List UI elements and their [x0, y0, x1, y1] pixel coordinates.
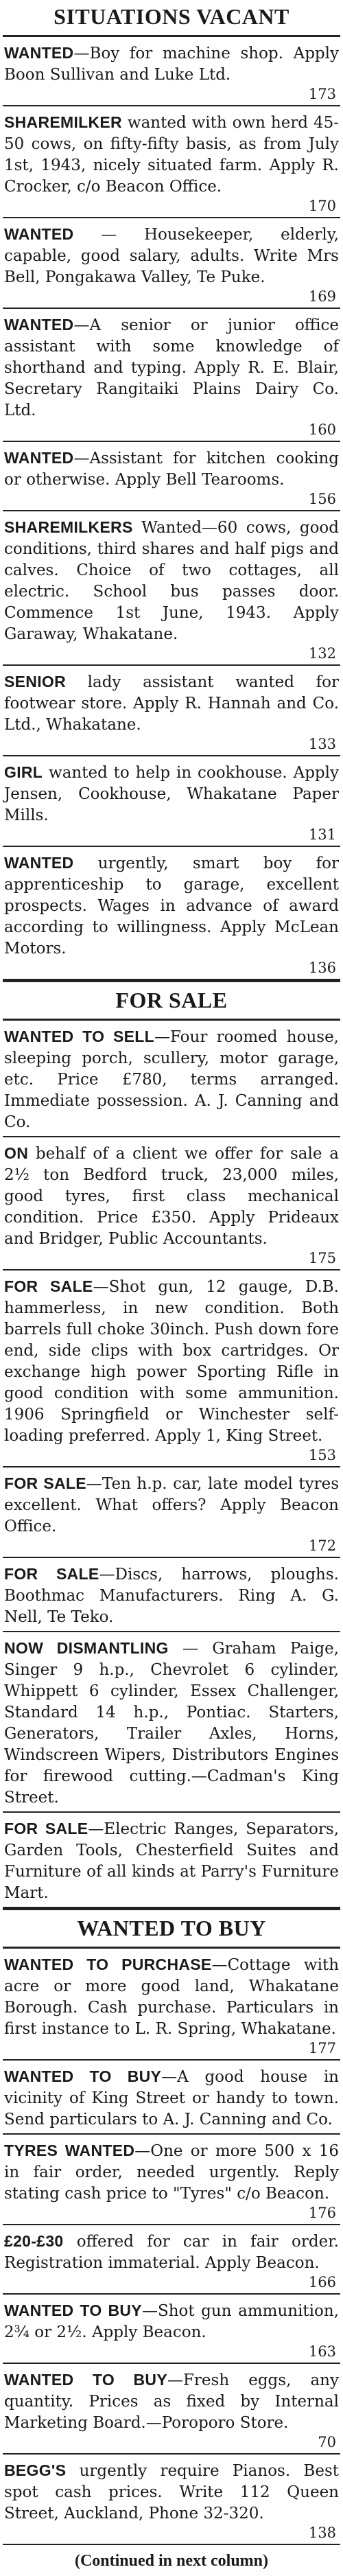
ad-lead-word: WANTED TO SELL [4, 1028, 154, 1045]
classified-ad [3, 106, 340, 218]
ad-lead-word: ON [4, 1144, 29, 1162]
classified-ad [3, 2135, 340, 2225]
ad-body-text: Wanted—60 cows, good conditions, third shares and half pigs and calves. Choice of two cottages, all electric. School bus passes door. Commence 1st June, 1943. Apply Garaway, Whakatane. [4, 519, 339, 643]
classified-ad [3, 37, 340, 106]
ad-lead-word: TYRES WANTED [4, 2142, 135, 2159]
ad-lead-word: NOW DISMANTLING [4, 1639, 169, 1657]
ad-body-text: —A senior or junior office assistant with some knowledge of shorthand and typing. Apply R. E. Blair, Secretary Rangitaiki Plains Dairy Co. Ltd. [4, 316, 339, 419]
ad-reference-number: 173 [308, 86, 336, 102]
classified-ad [3, 1632, 340, 1813]
ad-body-text: —Shot gun, 12 gauge, D.B. hammerless, in new condition. Both barrels full choke 30inch. Push down fore end, side clips with box cartridges. Or exchange high power Sporting Rifle in good condition with some ammunition. 1906 Springfield or Winchester self-loading preferred. Apply 1, King Street. [4, 1278, 339, 1445]
classified-ad [3, 1813, 340, 1908]
ad-lead-word: WANTED TO BUY [4, 2301, 142, 2319]
ad-lead-word: WANTED TO PURCHASE [4, 1956, 212, 1973]
for-sale-ads [3, 1021, 340, 1908]
ad-reference-number: 156 [308, 491, 336, 507]
ad-lead-word: WANTED TO BUY [4, 2371, 167, 2389]
classified-ad [3, 2364, 340, 2455]
ad-reference-number: 133 [308, 736, 336, 752]
ad-reference-number: 175 [308, 1250, 336, 1266]
section-heading-for-sale: FOR SALE [3, 980, 340, 1021]
classified-ad [3, 2061, 340, 2135]
classified-ad [3, 2225, 340, 2295]
ad-body-text: —Assistant for kitchen cooking or otherwise. Apply Bell Tearooms. [4, 450, 339, 489]
ad-lead-word: WANTED [4, 854, 74, 872]
classified-ad [3, 1137, 340, 1270]
ad-reference-number: 169 [308, 288, 336, 305]
classified-ad [3, 2455, 340, 2545]
classified-ad [3, 847, 340, 980]
ad-body-text: —Discs, harrows, ploughs. Boothmac Manufacturers. Ring A. G. Nell, Te Teko. [4, 1566, 339, 1626]
ad-reference-number: 170 [308, 198, 336, 214]
classified-ad [3, 1558, 340, 1632]
ad-lead-word: WANTED [4, 225, 74, 243]
section-heading-situations-vacant: SITUATIONS VACANT [3, 0, 340, 37]
ad-lead-word: BEGG'S [4, 2461, 67, 2479]
ad-reference-number: 176 [308, 2205, 336, 2221]
ad-reference-number: 136 [308, 960, 336, 976]
classified-ad [3, 1270, 340, 1467]
section-heading-wanted-to-buy: WANTED TO BUY [3, 1908, 340, 1949]
ad-lead-word: FOR SALE [4, 1277, 93, 1295]
ad-body-text: —Fresh eggs, any quantity. Prices as fixed by Internal Marketing Board.—Poroporo Store. [4, 2371, 339, 2432]
ad-body-text: wanted to help in cookhouse. Apply Jensen, Cookhouse, Whakatane Paper Mills. [4, 764, 339, 824]
ad-body-text: lady assistant wanted for footwear store. Apply R. Hannah and Co. Ltd., Whakatane. [4, 673, 339, 734]
classified-ad [3, 442, 340, 511]
ad-reference-number: 131 [308, 826, 336, 843]
ad-body-text: behalf of a client we offer for sale a 2½ ton Bedford truck, 23,000 miles, good tyres, first class mechanical condition. Price £350. Apply Prideaux and Bridger, Public Accountants. [4, 1145, 339, 1248]
classified-ad [3, 1467, 340, 1558]
ad-reference-number: 166 [308, 2274, 336, 2290]
ad-lead-word: SHAREMILKER [4, 113, 122, 131]
ad-body-text: —A good house in vicinity of King Street or handy to town. Send particulars to A. J. Canning and Co. [4, 2068, 339, 2128]
ad-reference-number: 163 [308, 2343, 336, 2360]
ad-lead-word: FOR SALE [4, 1474, 86, 1492]
ad-body-text: urgently require Pianos. Best spot cash prices. Write 112 Queen Street, Auckland, Phone 32-320. [4, 2462, 339, 2522]
ad-reference-number: 160 [308, 421, 336, 438]
ad-lead-word: SENIOR [4, 673, 66, 691]
classified-ad [3, 756, 340, 847]
ad-body-text: —Four roomed house, sleeping porch, scullery, motor garage, etc. Price £780, terms arranged. Immediate possession. A. J. Canning and Co. [4, 1028, 339, 1131]
ad-body-text: —Shot gun ammunition, 2¾ or 2½. Apply Beacon. [4, 2302, 339, 2341]
ad-lead-word: WANTED [4, 44, 74, 62]
ad-body-text: —One or more 500 x 16 in fair order, needed urgently. Reply stating cash price to "Tyres" c/o Beacon. [4, 2142, 339, 2203]
ad-reference-number: 172 [308, 1538, 336, 1554]
classified-ad [3, 309, 340, 442]
ad-lead-word: FOR SALE [4, 1565, 99, 1583]
ad-body-text: wanted with own herd 45-50 cows, on fifty-fifty basis, as from July 1st, 1943, nicely situated farm. Apply R. Crocker, c/o Beacon Office. [4, 114, 339, 196]
ad-reference-number: 177 [308, 2040, 336, 2056]
ad-body-text: — Graham Paige, Singer 9 h.p., Chevrolet 6 cylinder, Whippett 6 cylinder, Essex Challenger, Standard 14 h.p., Pontiac. Starters, Generators, Trailer Axles, Horns, Windscreen Wipers, Distributors Engines for firewood cutting.—Cadman's King Street. [4, 1640, 339, 1807]
ad-lead-word: GIRL [4, 763, 43, 781]
ad-lead-word: SHAREMILKERS [4, 518, 133, 536]
ad-body-text: —Cottage with acre or more good land, Whakatane Borough. Cash purchase. Particulars in first instance to L. R. Spring, Whakatane. [4, 1956, 340, 2038]
wanted-to-buy-ads [3, 1949, 340, 2545]
ad-body-text: —Electric Ranges, Separators, Garden Tools, Chesterfield Suites and Furniture of all kinds at Parry's Furniture Mart. [4, 1820, 340, 1902]
ad-body-text: —Ten h.p. car, late model tyres excellent. What offers? Apply Beacon Office. [4, 1475, 339, 1535]
classified-ad [3, 666, 340, 756]
situations-vacant-ads [3, 37, 340, 980]
ad-body-text: —Boy for machine shop. Apply Boon Sullivan and Luke Ltd. [4, 45, 339, 84]
classified-ad [3, 2295, 340, 2364]
ad-body-text: urgently, smart boy for apprenticeship to garage, excellent prospects. Wages in advance of award according to willingness. Apply McLean Motors. [4, 855, 339, 958]
classified-ad [3, 1021, 340, 1137]
classified-ad [3, 511, 340, 666]
ad-lead-word: FOR SALE [4, 1820, 88, 1837]
ad-reference-number: 70 [318, 2434, 336, 2450]
ad-lead-word: £20-£30 [4, 2232, 64, 2250]
ad-reference-number: 132 [308, 645, 336, 662]
ad-body-text: — Housekeeper, elderly, capable, good salary, adults. Write Mrs Bell, Pongakawa Valley, Te Puke. [4, 226, 339, 286]
ad-lead-word: WANTED [4, 449, 74, 467]
classified-ad [3, 1949, 340, 2061]
ad-body-text: offered for car in fair order. Registration immaterial. Apply Beacon. [4, 2233, 339, 2272]
ad-reference-number: 138 [308, 2525, 336, 2541]
ad-lead-word: WANTED [4, 316, 74, 334]
continued-note: (Continued in next column) [74, 2552, 269, 2570]
ad-lead-word: WANTED TO BUY [4, 2067, 162, 2085]
ad-reference-number: 153 [308, 1447, 336, 1463]
classified-ad [3, 218, 340, 309]
